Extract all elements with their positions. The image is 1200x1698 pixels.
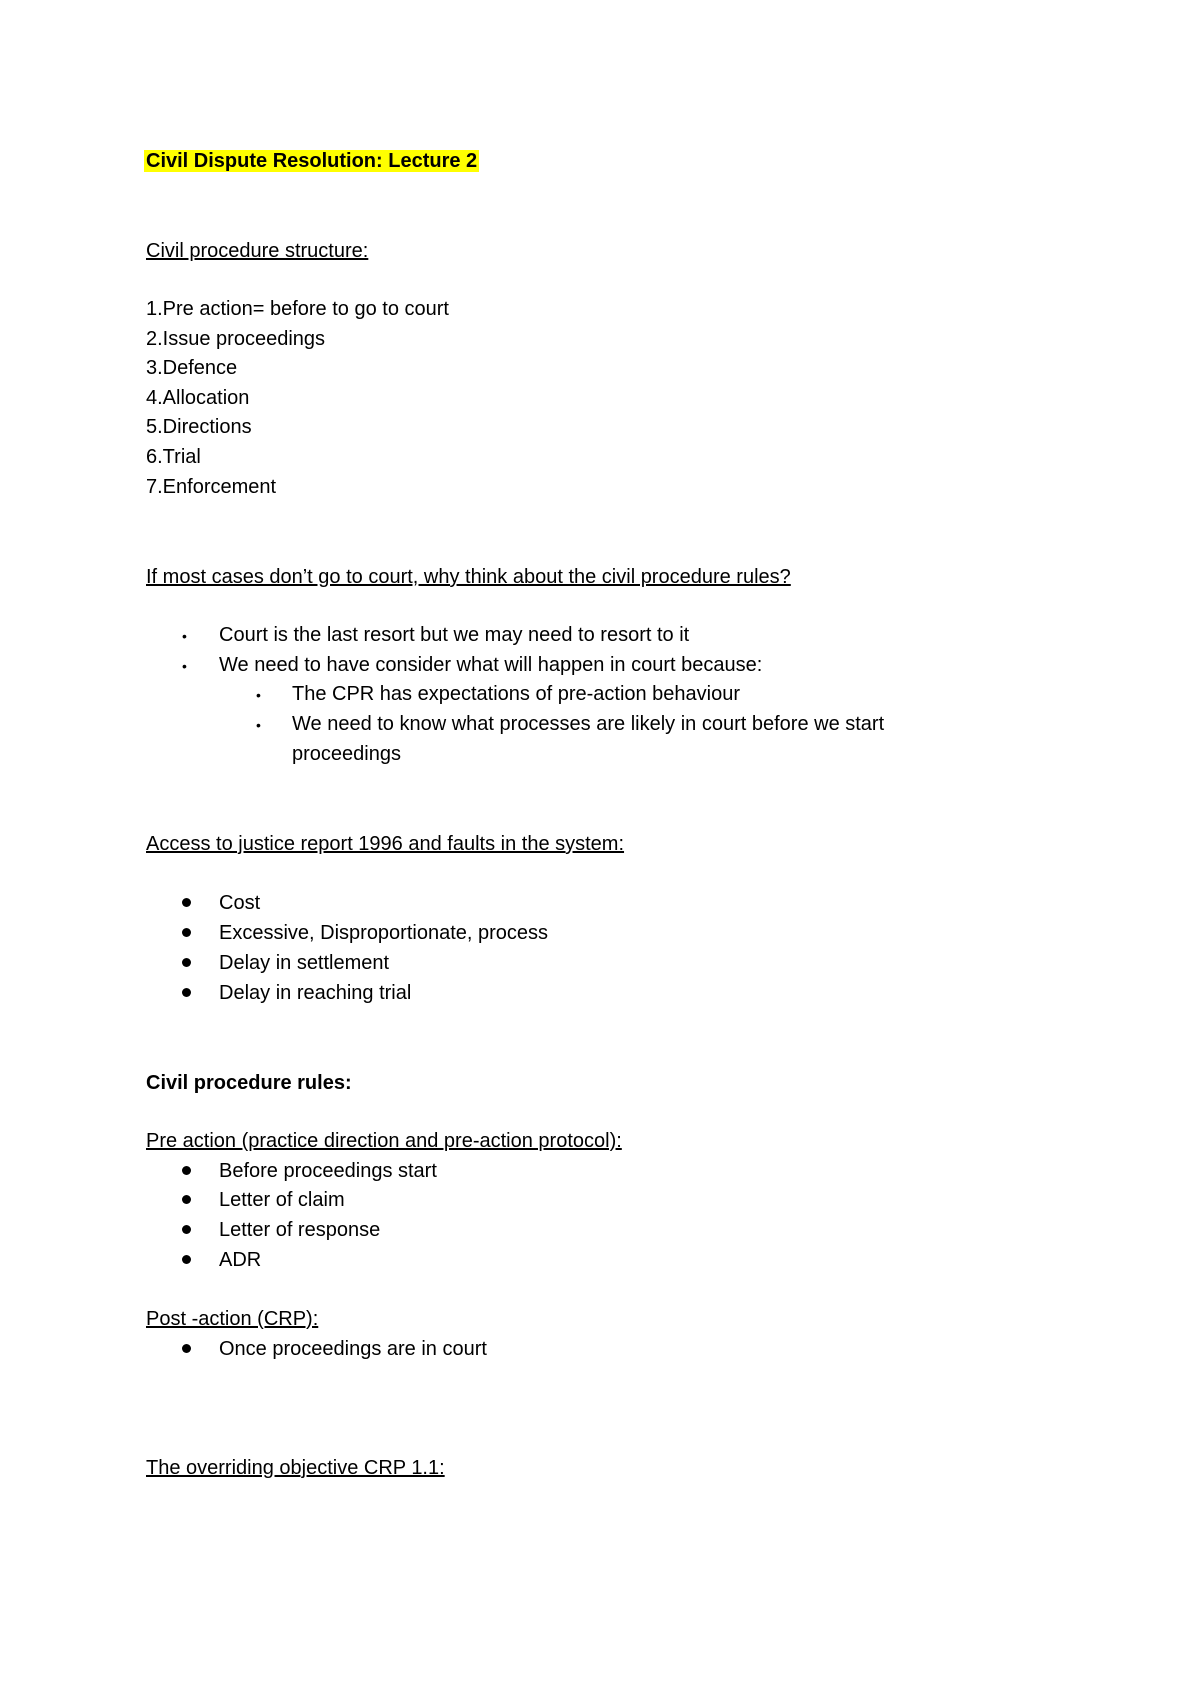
- bullet-icon: [182, 652, 187, 679]
- title-highlight: Civil Dispute Resolution: Lecture 2: [146, 150, 478, 172]
- sub-list-item-continuation: proceedings: [292, 743, 401, 765]
- list-item: Before proceedings start: [219, 1160, 437, 1182]
- bullet-icon: [182, 980, 191, 1006]
- section1-heading: Civil procedure structure:: [146, 240, 369, 262]
- list-item: Once proceedings are in court: [219, 1338, 487, 1360]
- post-action-heading: Post -action (CRP):: [146, 1308, 319, 1330]
- bullet-icon: [256, 711, 261, 738]
- structure-item: 4.Allocation: [146, 387, 250, 409]
- list-item: Letter of response: [219, 1219, 381, 1241]
- bullet-icon: [256, 681, 261, 708]
- list-item: Delay in settlement: [219, 952, 390, 974]
- list-item: Letter of claim: [219, 1189, 345, 1211]
- sub-list-item: The CPR has expectations of pre-action behaviour: [292, 683, 741, 705]
- structure-item: 7.Enforcement: [146, 476, 277, 498]
- list-item: Cost: [219, 892, 261, 914]
- list-item: Delay in reaching trial: [219, 982, 412, 1004]
- bullet-icon: [182, 1217, 191, 1243]
- bullet-icon: [182, 1187, 191, 1213]
- list-item: ADR: [219, 1249, 262, 1271]
- bullet-icon: [182, 622, 187, 649]
- structure-item: 1.Pre action= before to go to court: [146, 298, 449, 320]
- sub-list-item: We need to know what processes are likely in court before we start: [292, 713, 885, 735]
- section5-heading: The overriding objective CRP 1.1:: [146, 1457, 445, 1479]
- section3-heading: Access to justice report 1996 and faults in the system:: [146, 833, 625, 855]
- bullet-icon: [182, 950, 191, 976]
- structure-item: 2.Issue proceedings: [146, 328, 326, 350]
- bullet-icon: [182, 920, 191, 946]
- list-item: Court is the last resort but we may need to resort to it: [219, 624, 690, 646]
- bullet-icon: [182, 1336, 191, 1362]
- bullet-icon: [182, 890, 191, 916]
- section2-heading: If most cases don’t go to court, why think about the civil procedure rules?: [146, 566, 791, 588]
- pre-action-heading: Pre action (practice direction and pre-action protocol):: [146, 1130, 622, 1152]
- bullet-icon: [182, 1158, 191, 1184]
- structure-item: 5.Directions: [146, 416, 252, 438]
- section4-heading: Civil procedure rules:: [146, 1072, 352, 1094]
- structure-item: 6.Trial: [146, 446, 201, 468]
- bullet-icon: [182, 1247, 191, 1273]
- list-item: Excessive, Disproportionate, process: [219, 922, 549, 944]
- document-title: [144, 148, 479, 174]
- structure-item: 3.Defence: [146, 357, 238, 379]
- list-item: We need to have consider what will happen in court because:: [219, 654, 763, 676]
